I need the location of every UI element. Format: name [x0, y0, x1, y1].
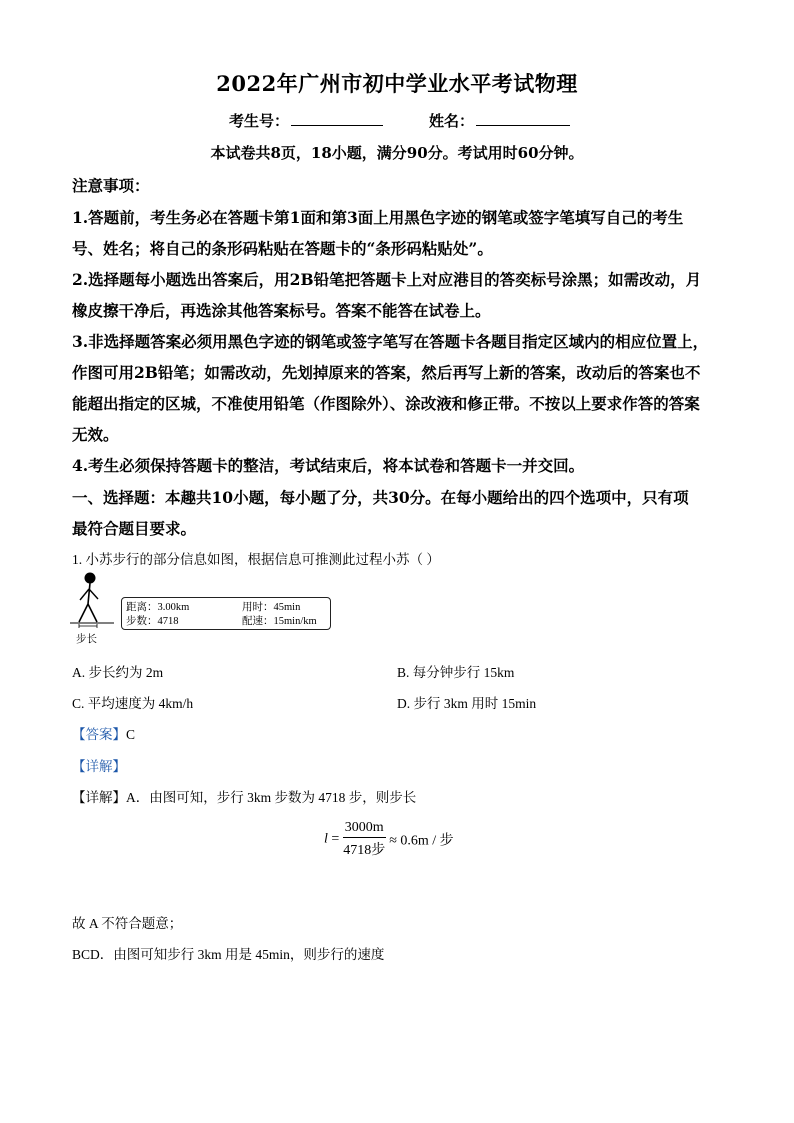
option-c: C. 平均速度为 4km/h: [72, 696, 194, 711]
notice-item-3-line-2: 作图可用2B铅笔；如需改动，先划掉原来的答案，然后再写上新的答案，改动后的答案也不: [72, 363, 701, 382]
answer-label: 【答案】: [72, 727, 126, 742]
answer-line: [72, 723, 135, 743]
detail-intro-text: A．由图可知，步行 3km 步数为 4718 步，则步长: [126, 790, 417, 805]
formula-rhs: ≈ 0.6m / 步: [389, 833, 454, 849]
option-b: B. 每分钟步行 15km: [397, 665, 515, 680]
candidate-number-label: 考生号：: [229, 112, 290, 130]
page-title: 2022年广州市初中学业水平考试物理: [216, 71, 578, 96]
bcd-explanation: BCD．由图可知步行 3km 用是 45min，则步行的速度: [72, 947, 385, 962]
walk-steps: 步数：4718: [126, 616, 179, 627]
formula-numerator: 3000m: [343, 820, 386, 838]
detail-heading: 【详解】: [72, 759, 126, 774]
section-1-line-2: 最符合题目要求。: [72, 519, 197, 538]
formula-denominator: 4718步: [343, 843, 386, 858]
walking-person-icon: [70, 570, 120, 638]
detail-intro: [72, 786, 416, 806]
option-a: A. 步长约为 2m: [72, 665, 164, 680]
notice-heading: 注意事项：: [72, 176, 150, 195]
notice-item-3-line-3: 能超出指定的区城，不准使用铅笔（作图除外）、涂改液和修正带。不按以上要求作答的答案: [72, 394, 700, 413]
exam-intro: 本试卷共8页，18小题，满分90分。考试用时60分钟。: [210, 144, 584, 162]
walk-distance: 距离：3.00km: [126, 602, 190, 613]
step-length-formula: [324, 820, 454, 859]
section-1-line-1: 一、选择题：本趣共10小题，每小题了分，共30分。在每小题给出的四个选项中，只有项: [72, 488, 689, 507]
detail-intro-label: 【详解】: [72, 790, 126, 805]
candidate-name-blank: [476, 111, 570, 126]
formula-equals: =: [331, 831, 340, 847]
conclusion-a: 故 A 不符合题意；: [72, 916, 183, 931]
question-1-stem: 1. 小苏步行的部分信息如图，根据信息可推测此过程小苏（ ）: [72, 552, 440, 567]
candidate-number-field: [229, 110, 383, 131]
notice-item-4-line-1: 4.考生必须保持答题卡的整洁，考试结束后，将本试卷和答题卡一并交回。: [72, 456, 585, 475]
step-length-label: 步长: [76, 634, 97, 645]
candidate-number-blank: [291, 111, 383, 126]
notice-item-1-line-2: 号、姓名；将自己的条形码粘贴在答题卡的“条形码粘贴处”。: [72, 239, 493, 258]
notice-item-1-line-1: 1.答题前，考生务必在答题卡第1面和第3面上用黑色字迹的钢笔或签字笔填写自己的考生: [72, 208, 684, 227]
notice-item-2-line-2: 橡皮擦干净后，再选涂其他答案标号。答案不能答在试卷上。: [72, 301, 491, 320]
notice-item-3-line-4: 无效。: [72, 425, 119, 444]
candidate-name-label: 姓名：: [429, 112, 475, 130]
option-d: D. 步行 3km 用时 15min: [397, 696, 537, 711]
formula-lhs: l: [324, 831, 328, 847]
walk-time: 用时：45min: [242, 602, 301, 613]
walk-pace: 配速：15min/km: [242, 616, 317, 627]
notice-item-3-line-1: 3.非选择题答案必须用黑色字迹的钢笔或签字笔写在答题卡各题目指定区域内的相应位置上，: [72, 332, 709, 351]
formula-fraction: [343, 820, 386, 859]
answer-value: C: [126, 727, 136, 742]
notice-item-2-line-1: 2.选择题每小题选出答案后，用2B铅笔把答题卡上对应港目的答奕标号涂黑；如需改动，月: [72, 270, 702, 289]
candidate-name-field: [429, 110, 570, 131]
